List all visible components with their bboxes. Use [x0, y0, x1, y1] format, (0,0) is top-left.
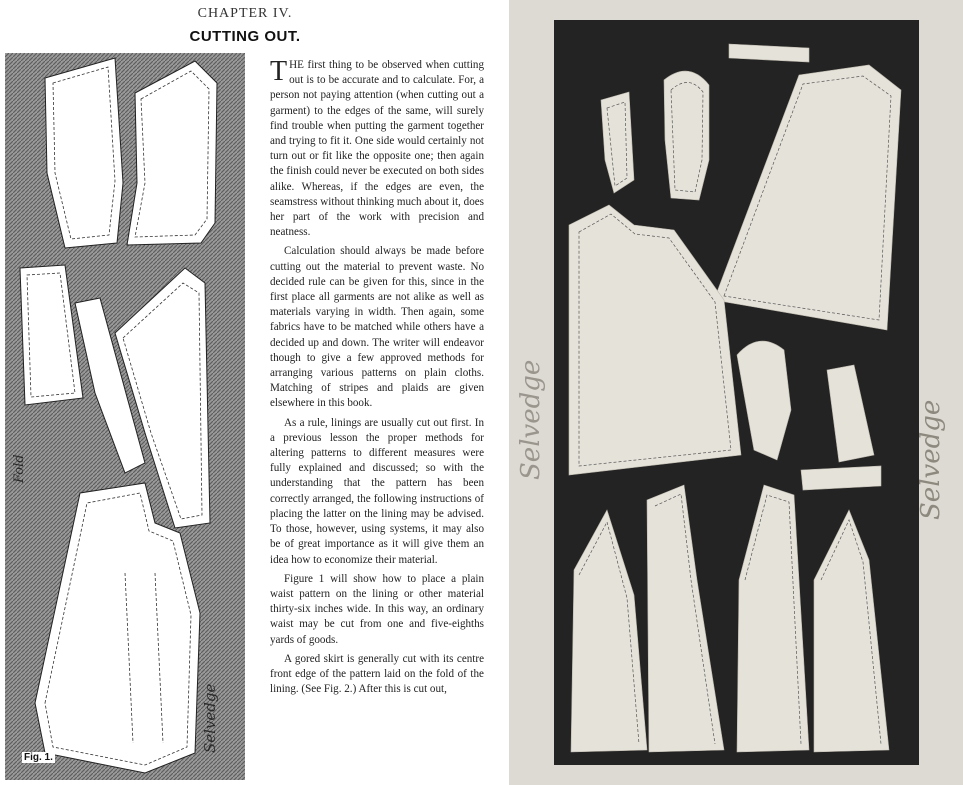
- fold-label: Fold: [12, 454, 27, 483]
- paragraph: Figure 1 will show how to place a plain waist pattern on the lining or other material thirty-six inches wide. In this way, an ordinary waist may be cut from one and five-eighths yards of goods.: [270, 572, 484, 646]
- selvedge-left-label: Selvedge: [516, 359, 546, 480]
- figure-2-pattern-photo: [509, 0, 963, 785]
- article-text: [270, 58, 484, 701]
- selvedge-label: Selvedge: [201, 683, 219, 753]
- piece-waistband: [801, 466, 881, 490]
- chapter-heading: CHAPTER IV.: [197, 6, 293, 21]
- paragraph: Calculation should always be made before cutting out the material to prevent waste. No decided rule can be given for this, since in the first place all garments are not alike as well as materials varying in width. Then again, some fabrics have to be matched while others have a decided up and down. The writer will endeavor though to give a few approved methods for arranging various patterns on plain cloths. Matching of stripes and plaids are given elsewhere in this book.: [270, 245, 484, 410]
- paragraph: A gored skirt is generally cut with its centre front edge of the pattern laid on the fold of the lining. (See Fig. 2.) After this is cut out,: [270, 652, 484, 696]
- page-title: CUTTING OUT.: [189, 28, 301, 45]
- paragraph: THE first thing to be observed when cutting out is to be accurate and to calculate. For, a person not paying attention (when cutting out a garment) to the edges of the same, will surely find trouble when putting the garment together and trying to fit it. One side would certainly not turn out or fit like the opposite one; then again the finish could never be executed on both sides alike. Whereas, if the edges are even, the seamstress without thinking much about it, does her part of the work with precision and neatness.: [270, 56, 484, 239]
- paragraph: As a rule, linings are usually cut out first. In a previous lesson the proper methods for altering patterns to different measures were fully explained and discussed; so with the understanding that the pattern has been correctly arranged, the following instructions of placing the latter on the lining may be advised. To those, however, using systems, it may also be of great importance as it will give them an idea how to economize their material.: [270, 416, 484, 566]
- figure-1-caption: Fig. 1.: [24, 752, 53, 763]
- drop-cap: T: [270, 56, 288, 87]
- selvedge-right-label: Selvedge: [916, 399, 946, 520]
- figure-1-pattern-layout: [5, 53, 245, 780]
